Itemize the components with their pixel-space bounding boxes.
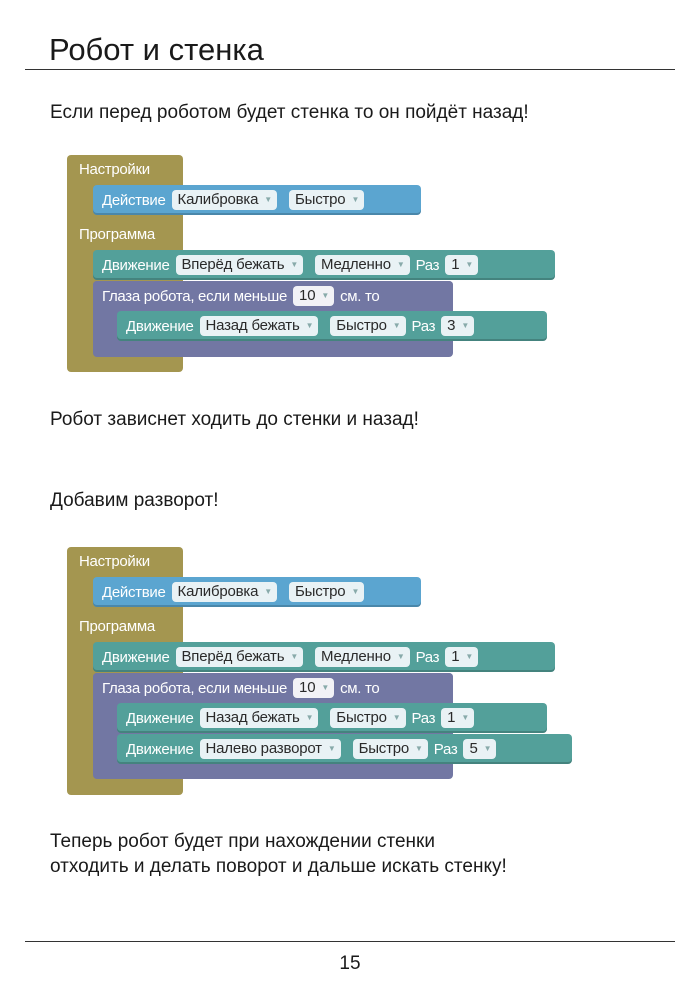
direction-dropdown[interactable]: Налево разворот ▼ — [200, 739, 341, 759]
unit-label: см. то — [340, 679, 380, 697]
chevron-down-icon: ▼ — [351, 587, 360, 596]
page-number: 15 — [339, 953, 361, 974]
move-head: Движение — [102, 256, 170, 274]
chevron-down-icon: ▼ — [290, 652, 299, 661]
move-block[interactable] — [117, 703, 547, 733]
chevron-down-icon: ▼ — [396, 652, 405, 661]
move-head: Движение — [126, 740, 194, 758]
action-block[interactable] — [93, 577, 421, 607]
times-label: Раз — [411, 317, 436, 335]
settings-label: Настройки — [79, 553, 150, 570]
chevron-down-icon: ▼ — [392, 713, 401, 722]
chevron-down-icon: ▼ — [396, 260, 405, 269]
times-label: Раз — [415, 256, 440, 274]
chevron-down-icon: ▼ — [483, 744, 492, 753]
times-dropdown[interactable]: 1 ▼ — [441, 708, 474, 728]
chevron-down-icon: ▼ — [264, 195, 272, 204]
program-label: Программа — [79, 618, 155, 635]
chevron-down-icon: ▼ — [351, 195, 360, 204]
times-dropdown[interactable]: 3 ▼ — [441, 316, 474, 336]
add-turn-text: Добавим разворот! — [50, 490, 219, 511]
chevron-down-icon: ▼ — [305, 713, 314, 722]
speed-dropdown[interactable]: Быстро ▼ — [289, 190, 364, 210]
footer-rule — [25, 941, 675, 942]
direction-dropdown[interactable]: Вперёд бежать ▼ — [176, 647, 304, 667]
settings-label: Настройки — [79, 161, 150, 178]
direction-dropdown[interactable]: Вперёд бежать ▼ — [176, 255, 304, 275]
move-block[interactable] — [93, 250, 555, 280]
action-block[interactable] — [93, 185, 421, 215]
chevron-down-icon: ▼ — [305, 321, 314, 330]
chevron-down-icon: ▼ — [327, 744, 336, 753]
action-head: Действие — [102, 583, 166, 601]
move-head: Движение — [102, 648, 170, 666]
move-block[interactable] — [93, 642, 555, 672]
program-label: Программа — [79, 226, 155, 243]
speed-dropdown[interactable]: Быстро ▼ — [353, 739, 428, 759]
chevron-down-icon: ▼ — [465, 652, 474, 661]
speed-dropdown[interactable]: Быстро ▼ — [289, 582, 364, 602]
chevron-down-icon: ▼ — [465, 260, 474, 269]
intro-text: Если перед роботом будет стенка то он пойдёт назад! — [50, 102, 529, 123]
distance-dropdown[interactable]: 10 ▼ — [293, 286, 334, 306]
times-label: Раз — [433, 740, 458, 758]
outro-text-line-2: отходить и делать поворот и дальше искать стенку! — [50, 856, 507, 877]
eyes-head: Глаза робота, если меньше — [102, 679, 288, 697]
chevron-down-icon: ▼ — [415, 744, 423, 753]
eyes-block[interactable] — [93, 281, 453, 311]
outro-text-line-1: Теперь робот будет при нахождении стенки — [50, 831, 435, 852]
times-dropdown[interactable]: 1 ▼ — [445, 255, 478, 275]
middle-text: Робот зависнет ходить до стенки и назад! — [50, 409, 419, 430]
speed-dropdown[interactable]: Быстро ▼ — [330, 316, 405, 336]
mode-dropdown[interactable]: Калибровка ▼ — [172, 582, 277, 602]
times-label: Раз — [411, 709, 436, 727]
move-head: Движение — [126, 709, 194, 727]
page-title: Робот и стенка — [49, 32, 264, 67]
eyes-head: Глаза робота, если меньше — [102, 287, 288, 305]
move-block[interactable] — [117, 734, 572, 764]
distance-dropdown[interactable]: 10 ▼ — [293, 678, 334, 698]
speed-dropdown[interactable]: Быстро ▼ — [330, 708, 405, 728]
times-label: Раз — [415, 648, 440, 666]
chevron-down-icon: ▼ — [321, 291, 330, 300]
move-block[interactable] — [117, 311, 547, 341]
direction-dropdown[interactable]: Назад бежать ▼ — [200, 316, 319, 336]
action-head: Действие — [102, 191, 166, 209]
title-rule — [25, 69, 675, 70]
direction-dropdown[interactable]: Назад бежать ▼ — [200, 708, 319, 728]
eyes-block[interactable] — [93, 673, 453, 703]
chevron-down-icon: ▼ — [264, 587, 272, 596]
unit-label: см. то — [340, 287, 380, 305]
mode-dropdown[interactable]: Калибровка ▼ — [172, 190, 277, 210]
chevron-down-icon: ▼ — [290, 260, 299, 269]
move-head: Движение — [126, 317, 194, 335]
times-dropdown[interactable]: 5 ▼ — [463, 739, 496, 759]
chevron-down-icon: ▼ — [461, 713, 470, 722]
times-dropdown[interactable]: 1 ▼ — [445, 647, 478, 667]
chevron-down-icon: ▼ — [392, 321, 401, 330]
speed-dropdown[interactable]: Медленно ▼ — [315, 255, 410, 275]
speed-dropdown[interactable]: Медленно ▼ — [315, 647, 410, 667]
chevron-down-icon: ▼ — [461, 321, 470, 330]
chevron-down-icon: ▼ — [321, 683, 330, 692]
